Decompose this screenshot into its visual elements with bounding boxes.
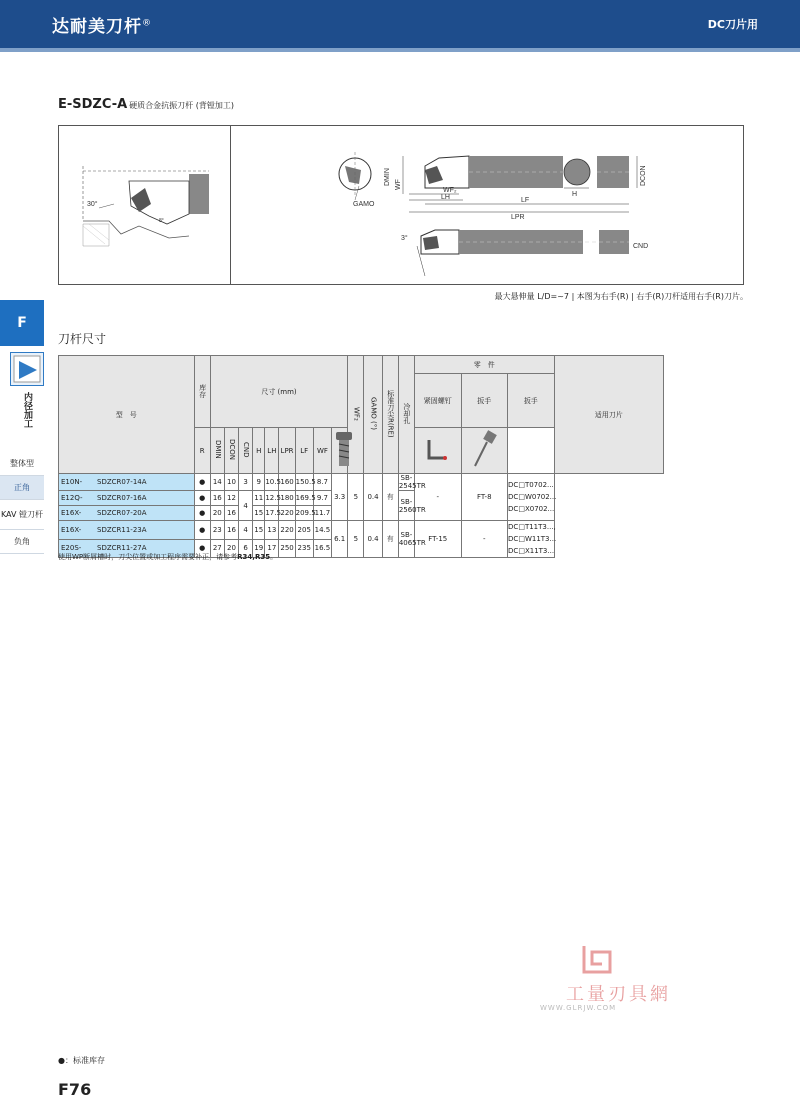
table-cell: 5 — [348, 474, 364, 521]
table-cell: - — [461, 521, 508, 558]
col-gamo: GAMO (°) — [364, 356, 382, 474]
back-boring-view — [83, 166, 209, 246]
table-cell: 0.4 — [364, 521, 382, 558]
table-cell: 11 — [253, 491, 265, 506]
torx-wrench-icon — [461, 428, 508, 474]
col-h: H — [253, 428, 265, 474]
sidebar-item-positive[interactable]: 正角 — [0, 476, 44, 500]
table-cell: 19 — [253, 539, 265, 558]
table-cell: 12 — [224, 491, 238, 506]
sidebar-item-negative[interactable]: 负角 — [0, 530, 44, 554]
watermark-text: 工量刃具網 — [566, 984, 671, 1005]
col-lf: LF — [295, 428, 313, 474]
table-cell: 17 — [265, 539, 279, 558]
col-r: R — [194, 428, 210, 474]
table-cell: 4 — [239, 491, 253, 521]
table-cell: FT-8 — [461, 474, 508, 521]
label-gamo: GAMO — [353, 201, 375, 208]
watermark-logo-icon — [580, 944, 614, 974]
table-cell: 150.5 — [295, 474, 313, 491]
col-lpr: LPR — [279, 428, 295, 474]
table-cell: 17.5 — [265, 506, 279, 521]
label-wf: WF — [395, 179, 402, 190]
table-cell: SB-2545TR — [398, 474, 426, 490]
product-code: E-SDZC-A — [58, 97, 128, 112]
table-footnote: 使用WP断屑槽时，刀尖位置或加工程序需要补正，请参考R34,R35。 — [58, 553, 278, 561]
col-wrench1: 扳手 — [461, 374, 508, 428]
table-cell: 12.5 — [265, 491, 279, 506]
label-dcon: DCON — [640, 165, 647, 186]
model-cell: E16X- SDZCR11-23A — [59, 521, 195, 540]
table-cell: 169.5 — [295, 491, 313, 506]
label-h: H — [572, 191, 578, 198]
table-cell: 0.4 — [364, 474, 382, 521]
table-cell: 250 — [279, 539, 295, 558]
col-wrench2: 扳手 — [508, 374, 555, 428]
col-model: 型 号 — [59, 356, 195, 474]
product-title — [58, 97, 234, 112]
col-wf: WF — [313, 428, 331, 474]
model-cell: E12Q- SDZCR07-16A — [59, 491, 195, 506]
chapter-tab[interactable]: F — [0, 300, 44, 346]
inserts-group2: DC□T11T3..., DC□W11T3... DC□X11T3... — [508, 521, 555, 558]
svg-text:8°: 8° — [159, 218, 164, 224]
col-screw: 紧固螺钉 — [414, 374, 461, 428]
table-cell: - — [414, 474, 461, 521]
table-cell: 220 — [279, 521, 295, 540]
table-cell: 209.5 — [295, 506, 313, 521]
col-dims: 尺寸 (mm) — [210, 356, 348, 428]
model-cell: E20S- SDZCR11-27A — [59, 539, 195, 558]
label-lh: LH — [441, 194, 450, 201]
col-coolant: 冷却孔 — [398, 356, 414, 474]
table-cell: 10.5 — [265, 474, 279, 491]
col-lh: LH — [265, 428, 279, 474]
header-stripe — [0, 48, 800, 52]
drawing-note: 最大悬伸量 L/D=~7 | 本图为右手(R) | 右手(R)刀杆适用右手(R)刀片。 — [494, 292, 748, 301]
col-re: 标准刀尖R(RE) — [382, 356, 398, 474]
label-wf2: WF₂ — [443, 187, 457, 194]
page-header — [0, 0, 800, 48]
hex-wrench-icon — [414, 428, 461, 474]
boring-bar-icon — [10, 352, 44, 386]
label-angle30: 30° — [87, 201, 98, 208]
table-cell: 14 — [210, 474, 224, 491]
table-cell: 3 — [239, 474, 253, 491]
table-cell: 8.7 — [313, 474, 331, 491]
table-cell: 16 — [210, 491, 224, 506]
table-cell: 6.1 — [332, 521, 348, 558]
table-cell: 6 — [239, 539, 253, 558]
watermark-url: WWW.GLRJW.COM — [540, 1004, 617, 1012]
sidebar-item-solid[interactable]: 整体型 — [0, 452, 44, 476]
table-cell: 16.5 — [313, 539, 331, 558]
bar-side-view — [401, 230, 648, 276]
product-subtitle: 硬质合金抗振刀杆 (背镗加工) — [129, 101, 234, 110]
table-cell: 15 — [253, 521, 265, 540]
sidebar-nav — [0, 452, 44, 554]
table-cell: 有 — [382, 474, 398, 521]
table-cell: 160 — [279, 474, 295, 491]
table-cell: ● — [194, 491, 210, 506]
table-cell: ● — [194, 539, 210, 558]
table-row — [59, 474, 664, 491]
section-name: DC刀片用 — [707, 18, 758, 31]
table-cell: 235 — [295, 539, 313, 558]
table-cell: 有 — [382, 521, 398, 558]
table-cell: 20 — [210, 506, 224, 521]
table-cell: 23 — [210, 521, 224, 540]
technical-drawing — [58, 125, 744, 285]
col-dcon: DCON — [224, 428, 238, 474]
col-dmin: DMIN — [210, 428, 224, 474]
label-lf: LF — [521, 197, 530, 204]
label-cnd: CND — [633, 243, 649, 250]
model-cell: E16X- SDZCR07-20A — [59, 506, 195, 521]
spec-table — [58, 355, 664, 558]
chapter-label: 内径加工 — [22, 392, 32, 428]
table-cell: SB-2560TR — [398, 491, 414, 521]
col-inserts: 适用刀片 — [554, 356, 663, 474]
table-cell: 9 — [253, 474, 265, 491]
table-row — [59, 521, 664, 540]
table-cell: ● — [194, 474, 210, 491]
page-number: F76 — [58, 1080, 92, 1099]
table-cell: 15 — [253, 506, 265, 521]
table-cell: 10 — [224, 474, 238, 491]
table-cell: 5 — [348, 521, 364, 558]
col-wf2: WF₂ — [348, 356, 364, 474]
table-title: 刀杆尺寸 — [58, 332, 107, 346]
table-cell: FT-15 — [414, 521, 461, 558]
table-cell: 220 — [279, 506, 295, 521]
table-cell: 180 — [279, 491, 295, 506]
bar-top-view — [339, 152, 647, 221]
screw-icon — [332, 428, 348, 474]
col-stock: 库存 — [194, 356, 210, 428]
table-cell: ● — [194, 521, 210, 540]
table-cell: 13 — [265, 521, 279, 540]
table-cell: 205 — [295, 521, 313, 540]
label-angle3: 3° — [401, 235, 408, 242]
label-dmin: DMIN — [384, 168, 391, 186]
table-cell: SB-4065TR — [398, 521, 414, 558]
table-cell: 16 — [224, 506, 238, 521]
brand-title: 达耐美刀杆® — [52, 17, 152, 37]
table-cell: 27 — [210, 539, 224, 558]
sidebar-item-kav[interactable]: KAV 镗刀杆 — [0, 500, 44, 530]
col-cnd: CND — [239, 428, 253, 474]
model-cell: E10N- SDZCR07-14A — [59, 474, 195, 491]
inserts-group1: DC□T0702... DC□W0702... DC□X0702... — [508, 474, 555, 521]
table-cell: 9.7 — [313, 491, 331, 506]
table-cell: ● — [194, 506, 210, 521]
table-cell: 3.3 — [332, 474, 348, 521]
label-lpr: LPR — [511, 214, 525, 221]
col-parts: 零 件 — [414, 356, 554, 374]
table-cell: 20 — [224, 539, 238, 558]
table-cell: 16 — [224, 521, 238, 540]
stock-legend: ●：标准库存 — [58, 1056, 105, 1065]
table-cell: 4 — [239, 521, 253, 540]
table-cell: 11.7 — [313, 506, 331, 521]
table-cell: 14.5 — [313, 521, 331, 540]
